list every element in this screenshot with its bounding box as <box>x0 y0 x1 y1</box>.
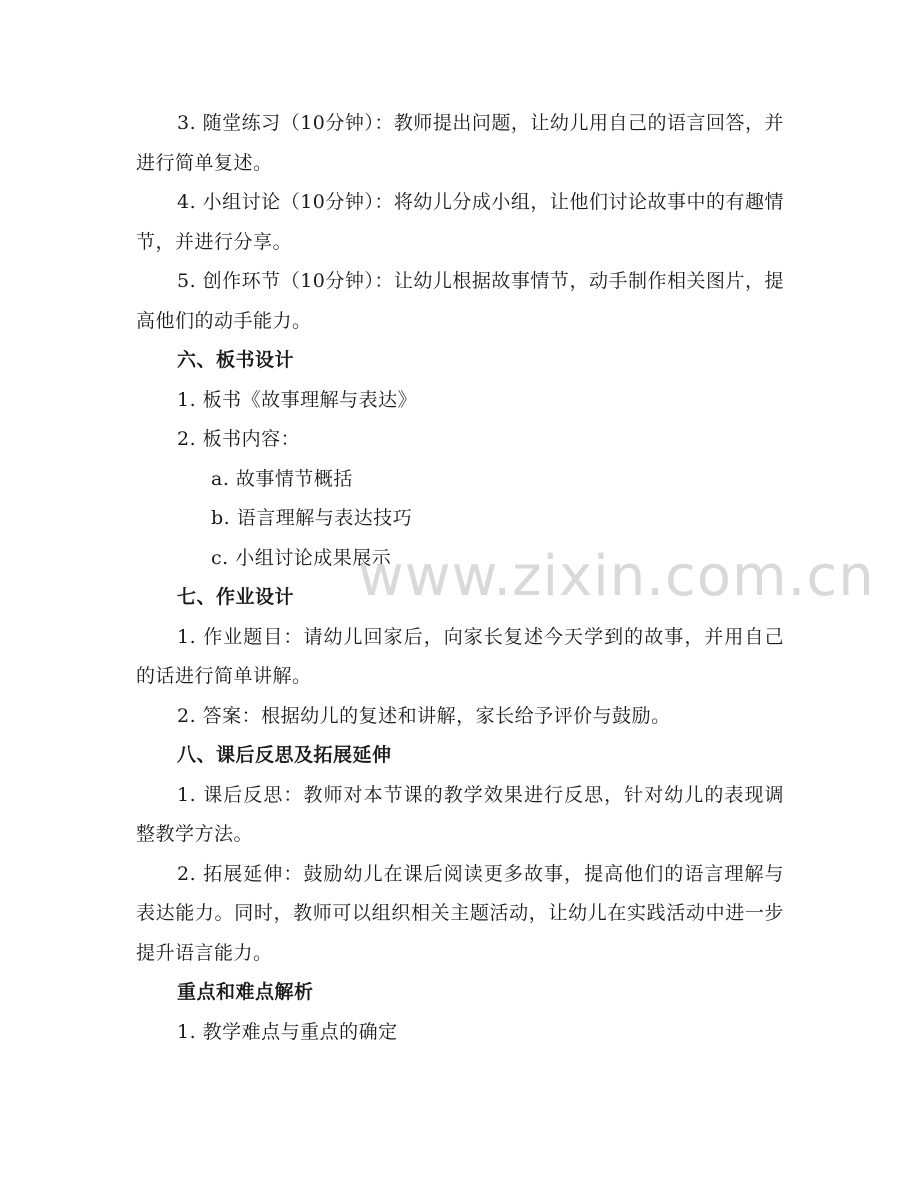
section-heading: 六、板书设计 <box>177 349 295 371</box>
paragraph: 1. 教学难点与重点的确定 <box>177 1020 398 1043</box>
watermark: www.zixin.com.cn <box>358 544 875 609</box>
section-heading: 重点和难点解析 <box>177 981 314 1003</box>
sub-list-item: c. 小组讨论成果展示 <box>211 546 392 569</box>
sub-list-item: a. 故事情节概括 <box>211 467 353 490</box>
paragraph: 5. 创作环节（10分钟）：让幼儿根据故事情节，动手制作相关图片，提高他们的动手能力。 <box>136 270 784 332</box>
paragraph: 4. 小组讨论（10分钟）：将幼儿分成小组，让他们讨论故事中的有趣情节，并进行分享。 <box>136 191 784 253</box>
paragraph: 1. 课后反思：教师对本节课的教学效果进行反思，针对幼儿的表现调整教学方法。 <box>136 783 784 845</box>
paragraph: 1. 作业题目：请幼儿回家后，向家长复述今天学到的故事，并用自己的话进行简单讲解。 <box>136 625 784 687</box>
section-heading: 八、课后反思及拓展延伸 <box>177 744 392 766</box>
sub-list-item: b. 语言理解与表达技巧 <box>211 507 413 529</box>
paragraph: 3. 随堂练习（10分钟）：教师提出问题，让幼儿用自己的语言回答，并进行简单复述。 <box>136 112 784 174</box>
document-body <box>136 104 784 1052</box>
paragraph: 2. 答案：根据幼儿的复述和讲解，家长给予评价与鼓励。 <box>177 704 671 727</box>
paragraph: 2. 板书内容： <box>177 428 301 450</box>
paragraph: 2. 拓展延伸：鼓励幼儿在课后阅读更多故事，提高他们的语言理解与表达能力。同时，教师可以组织相关主题活动，让幼儿在实践活动中进一步提升语言能力。 <box>136 862 784 964</box>
paragraph: 1. 板书《故事理解与表达》 <box>177 388 418 411</box>
section-heading: 七、作业设计 <box>177 586 295 608</box>
